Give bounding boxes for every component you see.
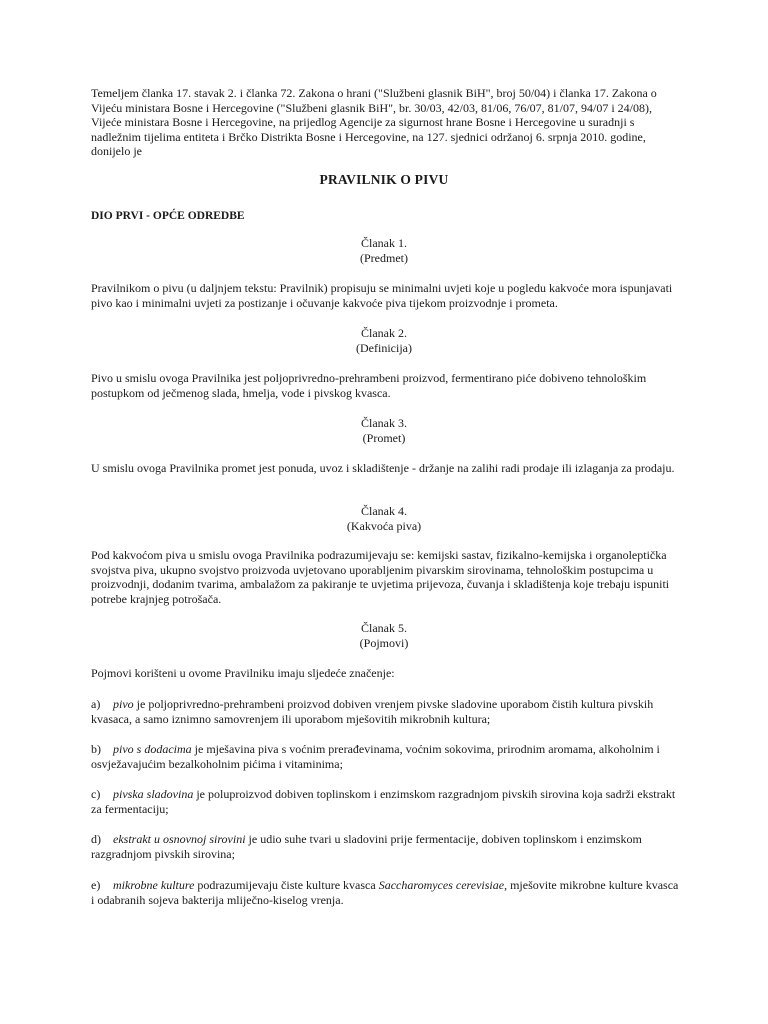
article-5-text: Pojmovi korišteni u ovome Pravilniku imaju sljedeće značenje: bbox=[91, 666, 395, 680]
article-2-heading bbox=[0, 326, 768, 355]
defined-term: pivo s dodacima bbox=[113, 742, 192, 756]
article-subject: (Definicija) bbox=[356, 340, 412, 355]
definition-item-c bbox=[91, 787, 681, 816]
article-3-text: U smislu ovoga Pravilnika promet jest ponuda, uvoz i skladištenje - držanje na zalihi radi prodaje ili izlaganja za prodaju. bbox=[91, 461, 675, 475]
article-subject: (Predmet) bbox=[360, 250, 408, 265]
article-number: Članak 4. bbox=[361, 504, 407, 518]
definition-item-d bbox=[91, 832, 681, 861]
definition-item-a bbox=[91, 697, 681, 726]
item-letter: e) bbox=[91, 878, 101, 892]
definition-item-e bbox=[91, 878, 681, 907]
definition-text: je mješavina piva s voćnim prerađevinama, voćnim sokovima, prirodnim aromama, alkoholnim i osvježavajućim bezalkoholnim pićima i vitaminima; bbox=[91, 742, 660, 771]
article-1-heading bbox=[0, 236, 768, 265]
item-letter: a) bbox=[91, 697, 101, 711]
item-letter: c) bbox=[91, 787, 101, 801]
article-subject: (Kakvoća piva) bbox=[346, 518, 422, 533]
definition-text: je poljoprivredno-prehrambeni proizvod dobiven vrenjem pivske sladovine uporabom čistih kultura pivskih kvasaca, a samo iznimno samovrenjem ili uporabom mješovitih mikrobnih kultura; bbox=[91, 697, 654, 726]
section-heading: DIO PRVI - OPĆE ODREDBE bbox=[91, 210, 245, 222]
article-subject: (Pojmovi) bbox=[359, 635, 409, 650]
preamble: Temeljem članka 17. stavak 2. i članka 72. Zakona o hrani ("Službeni glasnik BiH", broj 50/04) i članka 17. Zakona o Vijeću ministara Bosne i Hercegovine ("Službeni glasnik BiH", br. 30/03, 42/03, 81/06, 76/07, 81/07, 94/07 i 24/08), Vijeće ministara Bosne i Hercegovine, na prijedlog Agencije za sigurnost hrane Bosne i Hercegovine u suradnji s nadležnim tijelima entiteta i Brčko Distrikta Bosne i Hercegovine, na 127. sjednici održanoj 6. srpnja 2010. godine, donijelo je bbox=[91, 86, 657, 159]
article-2-text: Pivo u smislu ovoga Pravilnika jest poljoprivredno-prehrambeni proizvod, fermentirano piće dobiveno tehnološkim postupkom od ječmenog slada, hmelja, vode i pivskog kvasca. bbox=[91, 371, 647, 400]
article-1-text: Pravilnikom o pivu (u daljnjem tekstu: Pravilnik) propisuju se minimalni uvjeti koje u pogledu kakvoće mora ispunjavati pivo kao i minimalni uvjeti za postizanje i očuvanje kakvoće piva tijekom proizvodnje i prometa. bbox=[91, 281, 673, 310]
article-3-heading bbox=[0, 416, 768, 445]
article-number: Članak 1. bbox=[361, 236, 407, 250]
definition-text: podrazumijevaju čiste kulture kvasca bbox=[194, 878, 379, 892]
article-4-text: Pod kakvoćom piva u smislu ovoga Pravilnika podrazumijevaju se: kemijski sastav, fizikalno-kemijska i organoleptička svojstva piva, ukupno svojstvo proizvoda uvjetovano uporabljenim pivarskim sirovinama, tehnološkim postupcima u proizvodnji, dodanim tvarima, ambalažom za pakiranje te uvjetima prijevoza, čuvanja i skladištenja koje trebaju ispuniti potrebe krajnjeg potrošača. bbox=[91, 548, 670, 606]
article-number: Članak 3. bbox=[361, 416, 407, 430]
definition-text: , mješovite mikrobne kulture kvasca i odabranih sojeva bakterija mliječno-kiselog vrenja. bbox=[91, 878, 679, 907]
item-letter: b) bbox=[91, 742, 101, 756]
definition-text: je poluproizvod dobiven toplinskom i enzimskom razgradnjom pivskih sirovina koja sadrži ekstrakt za fermentaciju; bbox=[91, 787, 676, 816]
item-letter: d) bbox=[91, 832, 101, 846]
article-4-heading bbox=[0, 504, 768, 533]
article-subject: (Promet) bbox=[362, 430, 406, 445]
article-number: Članak 5. bbox=[361, 621, 407, 635]
defined-term: pivo bbox=[113, 697, 134, 711]
species-name: Saccharomyces cerevisiae bbox=[378, 878, 505, 892]
document-title: PRAVILNIK O PIVU bbox=[319, 172, 449, 187]
defined-term: ekstrakt u osnovnoj sirovini bbox=[113, 832, 246, 846]
definition-item-b bbox=[91, 742, 681, 771]
article-5-heading bbox=[0, 621, 768, 650]
defined-term: pivska sladovina bbox=[113, 787, 194, 801]
definition-text: je udio suhe tvari u sladovini prije fermentacije, dobiven toplinskom i enzimskom razgradnjom pivskih sirovina; bbox=[91, 832, 642, 861]
defined-term: mikrobne kulture bbox=[113, 878, 195, 892]
article-number: Članak 2. bbox=[361, 326, 407, 340]
